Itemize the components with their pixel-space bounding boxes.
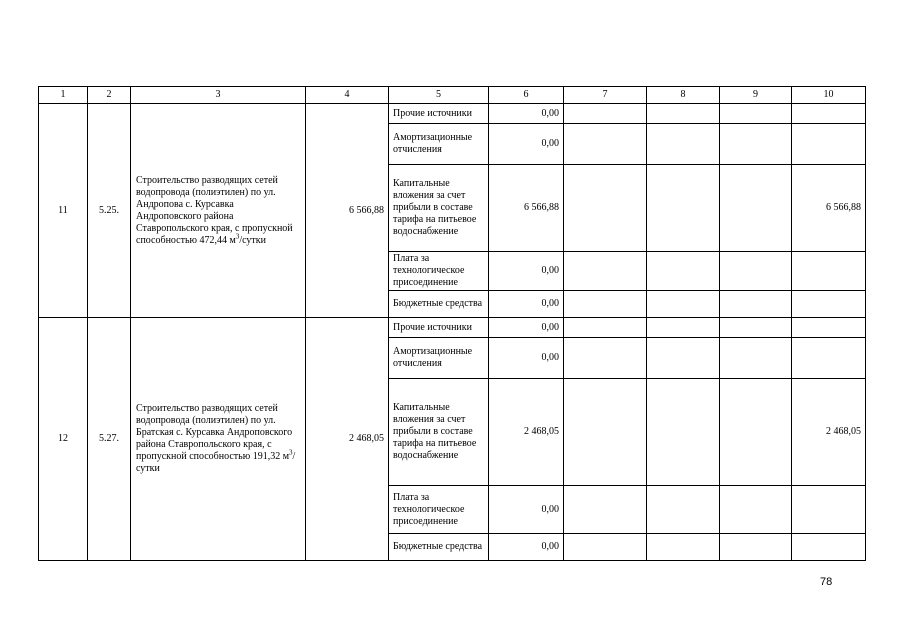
source-label: Бюджетные средства [389,291,489,318]
empty-cell [647,124,720,165]
col10-value [792,318,866,338]
source-label: Плата за технологическое присоединение [389,486,489,534]
empty-cell [647,486,720,534]
investment-table [38,86,866,561]
col10-value [792,486,866,534]
source-value: 0,00 [489,252,564,291]
col10-value: 6 566,88 [792,165,866,252]
col10-value [792,124,866,165]
col10-value [792,104,866,124]
row-description: Строительство разводящих сетей водопровода (полиэтилен) по ул. Андропова с. Курсавка Андроповского района Ставропольского края, с пропускной способностью 472,44 $м^3$/сутки [131,104,306,318]
empty-cell [564,124,647,165]
empty-cell [720,104,792,124]
row-total: 6 566,88 [306,104,389,318]
empty-cell [647,534,720,561]
empty-cell [564,291,647,318]
source-value: 0,00 [489,124,564,165]
row-code: 5.27. [88,318,131,561]
empty-cell [564,104,647,124]
empty-cell [564,165,647,252]
header-row [39,87,866,104]
row-description: Строительство разводящих сетей водопровода (полиэтилен) по ул. Братская с. Курсавка Андроповского района Ставропольского края, с пропускной способностью 191,32 $м^3$/сутки [131,318,306,561]
source-value: 0,00 [489,534,564,561]
header-cell: 4 [306,87,389,104]
source-value: 0,00 [489,486,564,534]
row-number: 11 [39,104,88,318]
header-cell: 7 [564,87,647,104]
empty-cell [564,534,647,561]
row-number: 12 [39,318,88,561]
source-label: Прочие источники [389,318,489,338]
source-value: 0,00 [489,104,564,124]
source-label: Прочие источники [389,104,489,124]
source-label: Амортизационные отчисления [389,124,489,165]
empty-cell [720,338,792,379]
header-cell: 5 [389,87,489,104]
empty-cell [720,379,792,486]
empty-cell [564,338,647,379]
source-label: Капитальные вложения за счет прибыли в составе тарифа на питьевое водоснабжение [389,165,489,252]
empty-cell [564,379,647,486]
empty-cell [564,252,647,291]
source-label: Амортизационные отчисления [389,338,489,379]
empty-cell [647,165,720,252]
col10-value [792,338,866,379]
header-cell: 3 [131,87,306,104]
row-code: 5.25. [88,104,131,318]
empty-cell [720,534,792,561]
empty-cell [647,252,720,291]
table-row [39,104,866,124]
empty-cell [564,486,647,534]
empty-cell [647,379,720,486]
empty-cell [647,291,720,318]
source-value: 6 566,88 [489,165,564,252]
empty-cell [564,318,647,338]
header-cell: 9 [720,87,792,104]
page-number: 78 [820,576,833,588]
col10-value [792,534,866,561]
row-total: 2 468,05 [306,318,389,561]
empty-cell [647,338,720,379]
empty-cell [647,104,720,124]
col10-value: 2 468,05 [792,379,866,486]
header-cell: 1 [39,87,88,104]
empty-cell [720,486,792,534]
header-cell: 8 [647,87,720,104]
source-label: Бюджетные средства [389,534,489,561]
empty-cell [720,291,792,318]
source-value: 0,00 [489,291,564,318]
col10-value [792,291,866,318]
source-value: 0,00 [489,338,564,379]
empty-cell [720,124,792,165]
header-cell: 10 [792,87,866,104]
header-cell: 6 [489,87,564,104]
source-value: 2 468,05 [489,379,564,486]
empty-cell [720,165,792,252]
source-label: Плата за технологическое присоединение [389,252,489,291]
source-label: Капитальные вложения за счет прибыли в составе тарифа на питьевое водоснабжение [389,379,489,486]
source-value: 0,00 [489,318,564,338]
empty-cell [720,252,792,291]
empty-cell [647,318,720,338]
col10-value [792,252,866,291]
empty-cell [720,318,792,338]
table-row [39,318,866,338]
header-cell: 2 [88,87,131,104]
